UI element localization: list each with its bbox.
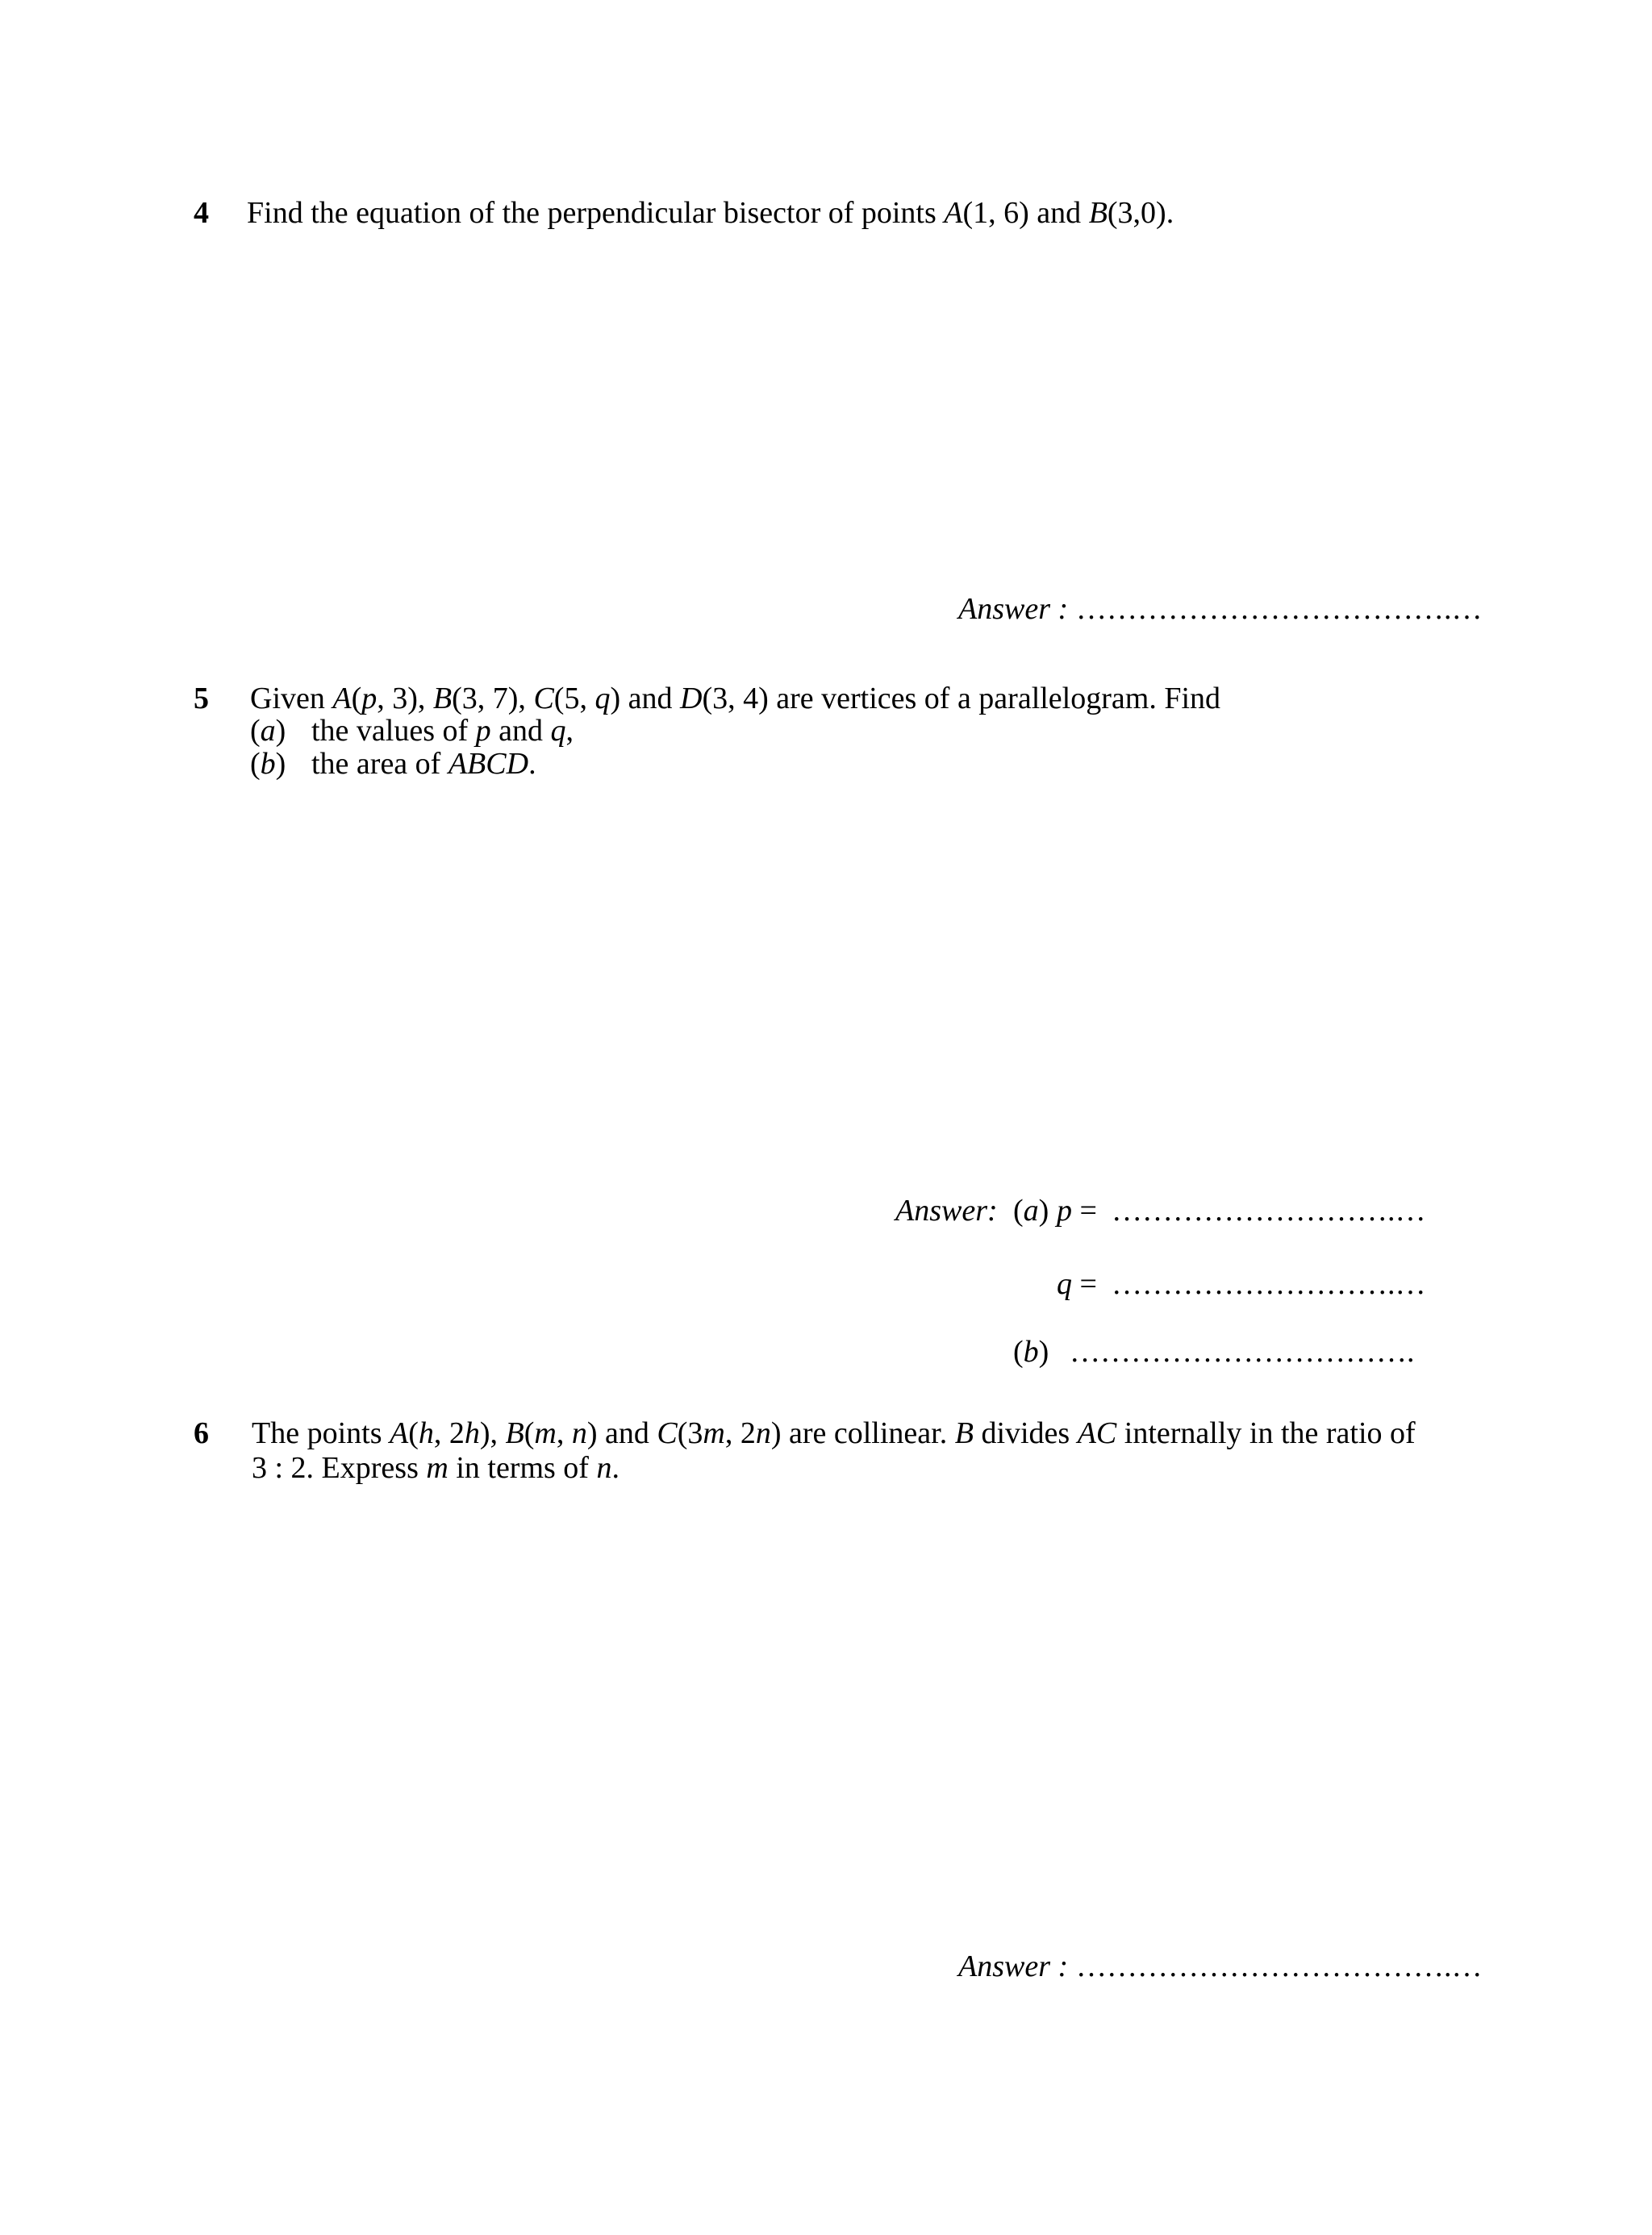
q6-a-close: ), [479, 1416, 506, 1450]
q5-part-a-pre: the values of [311, 714, 476, 748]
q4-answer-blank[interactable]: ……………………………….… [1076, 592, 1483, 626]
q5-answer-b-blank[interactable]: ……………………………. [1070, 1335, 1415, 1369]
q6-var-m3: m [426, 1451, 448, 1485]
q5-part-b-text [311, 748, 536, 779]
q6-b-mid: , [556, 1416, 572, 1450]
q5-part-a-p: p [475, 714, 491, 748]
q5-part-a-and: and [490, 714, 551, 748]
q5-answer-q-equals: = [1079, 1267, 1097, 1301]
q5-d-coord: (3, 4) are vertices of a parallelogram. Find [702, 682, 1221, 715]
q5-point-b: B [432, 682, 453, 715]
q5-part-b-pre: the area of [311, 747, 448, 781]
q4-point-b: B [1088, 196, 1108, 230]
q6-c-open: (3 [677, 1416, 703, 1450]
q4-coord-a: (1, 6) and [962, 196, 1089, 230]
q6-segment-ac: AC [1077, 1416, 1117, 1450]
q6-line2-end: . [611, 1451, 620, 1485]
q6-answer-blank[interactable]: ……………………………….… [1076, 1949, 1483, 1983]
q6-b-open: ( [524, 1416, 535, 1450]
question-5-text [250, 683, 1220, 714]
q5-answer-q-var: q [1057, 1267, 1072, 1301]
q6-answer-label: Answer : [958, 1949, 1069, 1983]
question-6-line-2 [252, 1453, 620, 1483]
q5-c-coord-close: ) and [610, 682, 680, 715]
q5-part-a-end: , [565, 714, 574, 748]
q6-var-n: n [571, 1416, 587, 1450]
q4-point-a: A [944, 196, 963, 230]
q6-var-h: h [418, 1416, 434, 1450]
question-4-number: 4 [194, 196, 209, 230]
q5-point-a: A [332, 682, 352, 715]
q6-var-m: m [534, 1416, 557, 1450]
q5-answer-p-equals: = [1079, 1194, 1097, 1228]
q6-var-n3: n [596, 1451, 612, 1485]
q6-line1-end: internally in the ratio of [1116, 1416, 1416, 1450]
q4-coord-b: (3,0). [1107, 196, 1174, 230]
q6-var-n2: n [755, 1416, 771, 1450]
q5-answer-label: Answer: [895, 1194, 998, 1228]
q5-part-a-text [311, 715, 574, 746]
q4-text-pre: Find the equation of the perpendicular bisector of points [247, 196, 945, 230]
q6-line2-mid: in terms of [448, 1451, 597, 1485]
q5-point-c: C [533, 682, 554, 715]
q5-part-b-shape: ABCD [448, 747, 529, 781]
q5-part-a-label: (a) [250, 714, 286, 748]
q5-answer-q-blank[interactable]: ……………………….… [1112, 1267, 1426, 1301]
q5-given: Given [250, 682, 333, 715]
q5-a-coord-open: ( [351, 682, 362, 715]
q5-b-coord: (3, 7), [452, 682, 534, 715]
question-6-line-1 [252, 1418, 1416, 1449]
q6-c-mid: , 2 [724, 1416, 756, 1450]
q6-point-b: B [505, 1416, 524, 1450]
q4-answer-label: Answer : [958, 592, 1069, 626]
q6-var-h2: h [464, 1416, 480, 1450]
q5-part-a-q: q [550, 714, 566, 748]
question-5-number: 5 [194, 682, 209, 715]
q5-answer-b-label: (b) [1013, 1335, 1049, 1369]
q6-b-close: ) and [586, 1416, 657, 1450]
q5-c-coord-open: (5, [553, 682, 595, 715]
q5-a-coord-close: , 3), [377, 682, 433, 715]
q6-point-b2: B [954, 1416, 974, 1450]
q5-answer-p-blank[interactable]: ……………………….… [1112, 1194, 1426, 1228]
q5-part-b-label: (b) [250, 747, 286, 781]
q6-pre: The points [252, 1416, 390, 1450]
q6-line2-pre: 3 : 2. Express [252, 1451, 427, 1485]
q5-answer-p [1057, 1195, 1097, 1226]
q6-a-mid: , 2 [433, 1416, 465, 1450]
q5-answer-a-label: (a) [1013, 1194, 1049, 1228]
q5-var-p: p [361, 682, 378, 715]
q6-point-a: A [389, 1416, 409, 1450]
q5-var-q: q [594, 682, 611, 715]
question-6-number: 6 [194, 1416, 209, 1450]
q6-a-open: ( [408, 1416, 419, 1450]
q5-part-b-end: . [528, 747, 536, 781]
q6-divides: divides [973, 1416, 1078, 1450]
q6-point-c: C [657, 1416, 678, 1450]
q6-c-close: ) are collinear. [770, 1416, 955, 1450]
q5-answer-p-var: p [1057, 1194, 1072, 1228]
question-4-text [247, 198, 1174, 228]
q5-point-d: D [679, 682, 703, 715]
q5-answer-q [1057, 1269, 1097, 1299]
q6-var-m2: m [703, 1416, 725, 1450]
